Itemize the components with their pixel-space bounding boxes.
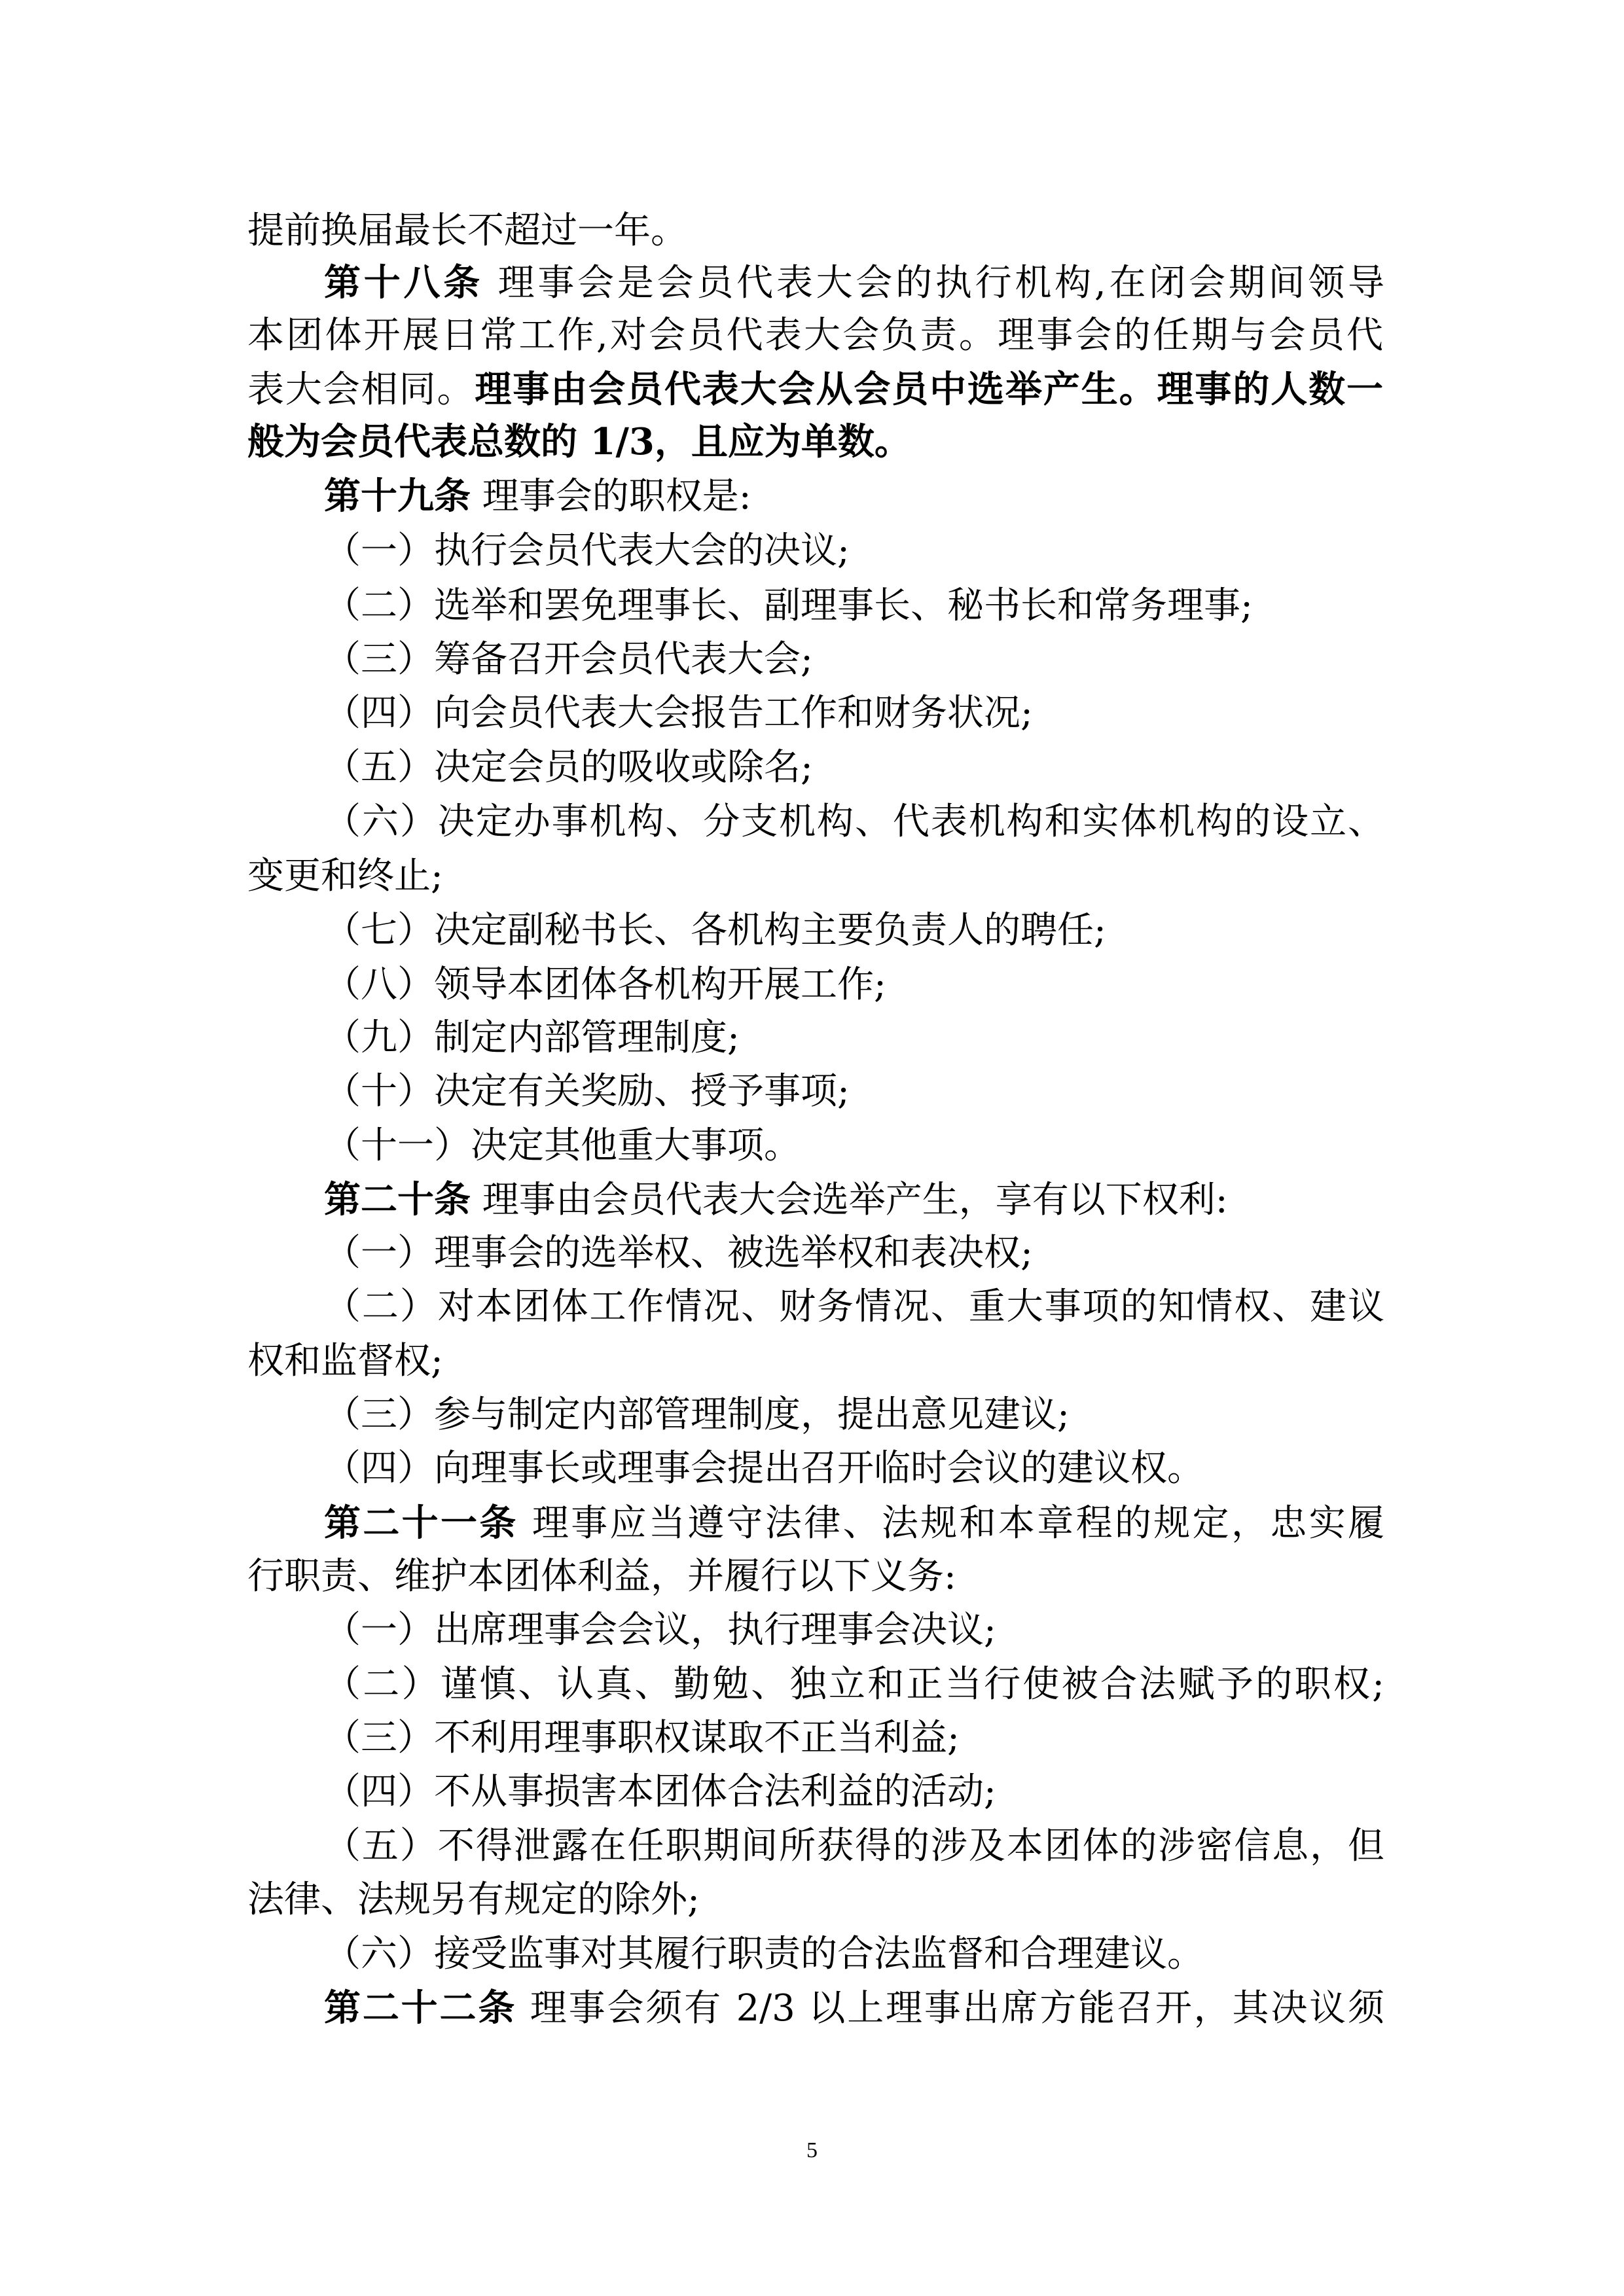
text-line — [324, 632, 1384, 687]
text-run: （十一）决定其他重大事项。 — [324, 1124, 801, 1167]
article-heading: 般为会员代表总数的 1/3，且应为单数。 — [247, 420, 911, 463]
text-run: （九）制定内部管理制度; — [324, 1016, 740, 1059]
article-heading: 第十八条 — [324, 261, 484, 304]
text-run: （三）参与制定内部管理制度，提出意见建议; — [324, 1393, 1070, 1436]
text-run: （三）不利用理事职权谋取不正当利益; — [324, 1717, 960, 1759]
text-line — [247, 1549, 1383, 1604]
text-line — [324, 1226, 1384, 1281]
text-line — [324, 958, 1384, 1013]
text-line — [247, 204, 1383, 259]
text-line — [324, 579, 1384, 634]
text-line — [247, 362, 1383, 417]
text-line — [324, 1011, 1384, 1066]
text-line — [324, 903, 1384, 958]
text-line — [247, 1334, 1383, 1389]
text-line — [324, 255, 1384, 310]
text-line — [247, 1873, 1383, 1928]
text-run: 法律、法规另有规定的除外; — [247, 1878, 700, 1921]
text-line — [324, 1711, 1384, 1766]
text-run: （二）选举和罢免理事长、副理事长、秘书长和常务理事; — [324, 584, 1253, 627]
text-run: （四）向理事长或理事会提出召开临时会议的建议权。 — [324, 1447, 1204, 1490]
text-run: 表大会相同。 — [247, 368, 475, 411]
article-heading: 第二十二条 — [324, 1986, 517, 2030]
text-run: 理事应当遵守法律、法规和本章程的规定，忠实履 — [518, 1502, 1384, 1545]
text-line — [324, 740, 1384, 795]
text-line — [324, 1064, 1384, 1119]
text-run: （四）不从事损害本团体合法利益的活动; — [324, 1770, 996, 1813]
text-run: （六）接受监事对其履行职责的合法监督和合理建议。 — [324, 1933, 1204, 1975]
text-run: 理事会须有 2/3 以上理事出席方能召开，其决议须 — [516, 1987, 1384, 2030]
text-run: （一）理事会的选举权、被选举权和表决权; — [324, 1232, 1033, 1274]
text-line — [324, 524, 1384, 579]
text-run: （二）对本团体工作情况、财务情况、重大事项的知情权、建议 — [324, 1285, 1384, 1328]
article-heading: 第十九条 — [324, 475, 471, 518]
text-line — [324, 1388, 1384, 1443]
text-line — [324, 469, 1384, 524]
text-run: （一）执行会员代表大会的决议; — [324, 529, 850, 572]
text-run: 权和监督权; — [247, 1340, 443, 1382]
text-line — [324, 686, 1384, 741]
text-line — [247, 849, 1383, 904]
text-line — [247, 414, 1383, 469]
text-line — [324, 1441, 1384, 1496]
text-line — [324, 1981, 1384, 2036]
text-line — [324, 795, 1384, 850]
text-run: （十）决定有关奖励、授予事项; — [324, 1070, 850, 1113]
text-run: 变更和终止; — [247, 855, 443, 897]
article-heading: 第二十条 — [324, 1178, 471, 1221]
article-heading: 第二十一条 — [324, 1501, 518, 1545]
text-line — [324, 1927, 1384, 1982]
text-run: （二）谨慎、认真、勤勉、独立和正当行使被合法赋予的职权; — [324, 1663, 1384, 1706]
text-run: （七）决定副秘书长、各机构主要负责人的聘任; — [324, 909, 1106, 952]
text-run: 提前换届最长不超过一年。 — [247, 209, 687, 252]
text-run: （一）出席理事会会议，执行理事会决议; — [324, 1609, 996, 1651]
text-run: （八）领导本团体各机构开展工作; — [324, 963, 886, 1006]
text-line — [324, 1119, 1384, 1174]
text-line — [324, 1280, 1384, 1335]
text-line — [324, 1765, 1384, 1820]
text-run: 本团体开展日常工作,对会员代表大会负责。理事会的任期与会员代 — [247, 314, 1383, 357]
text-run: 行职责、维护本团体利益，并履行以下义务: — [247, 1555, 956, 1598]
text-run: 理事会是会员代表大会的执行机构,在闭会期间领导 — [483, 262, 1384, 304]
text-line — [247, 308, 1383, 363]
text-run: （三）筹备召开会员代表大会; — [324, 638, 813, 681]
text-line — [324, 1657, 1384, 1712]
text-run: 理事会的职权是: — [471, 475, 751, 518]
text-run: （六）决定办事机构、分支机构、代表机构和实体机构的设立、 — [324, 800, 1384, 843]
text-run: （五）不得泄露在任职期间所获得的涉及本团体的涉密信息，但 — [324, 1825, 1384, 1867]
text-line — [324, 1819, 1384, 1874]
text-run: （四）向会员代表大会报告工作和财务状况; — [324, 692, 1033, 734]
page-number: 5 — [806, 2138, 818, 2162]
text-run: （五）决定会员的吸收或除名; — [324, 746, 813, 789]
text-line — [324, 1603, 1384, 1658]
text-run: 理事由会员代表大会选举产生，享有以下权利: — [471, 1179, 1228, 1221]
text-line — [324, 1496, 1384, 1551]
text-line — [324, 1172, 1384, 1227]
article-heading: 理事由会员代表大会从会员中选举产生。理事的人数一 — [475, 368, 1383, 411]
